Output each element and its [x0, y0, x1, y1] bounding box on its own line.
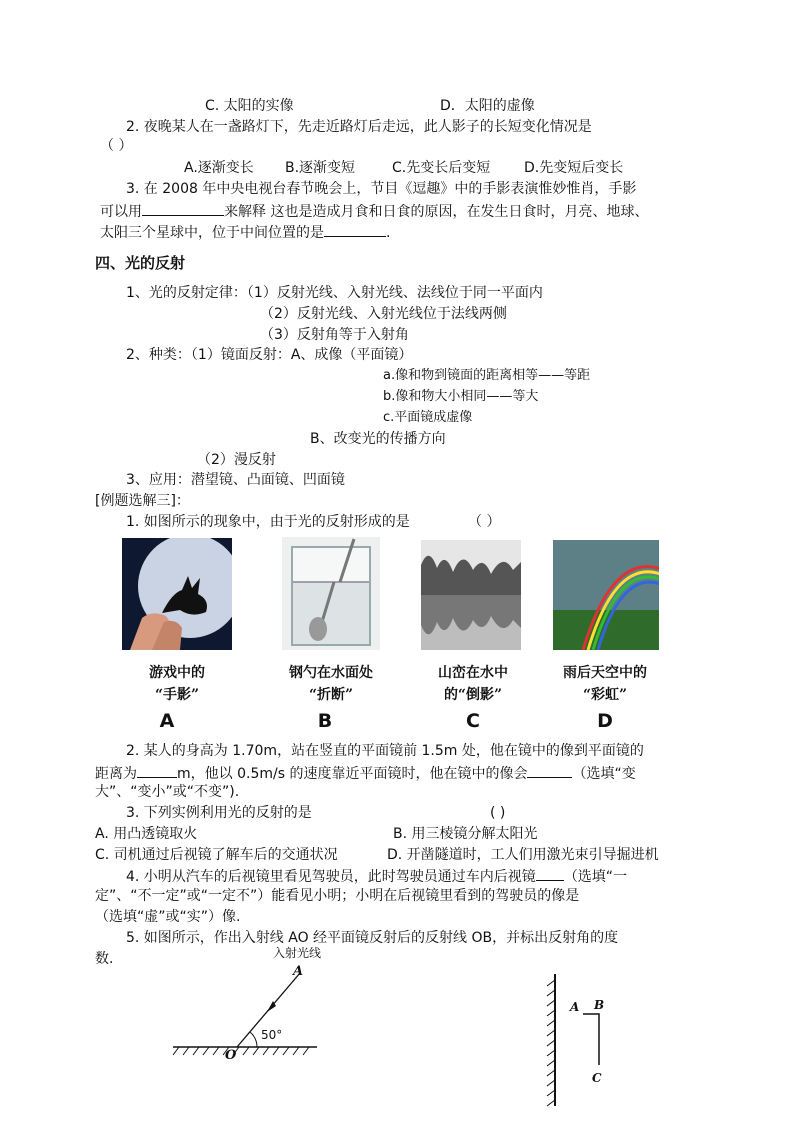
spoon-glass-drawing — [282, 537, 380, 650]
ex-question-2-line-1: 2. 某人的身高为 1.70m，站在竖直的平面镜前 1.5m 处，他在镜中的像到平面镜的 — [126, 743, 644, 759]
question-2: 2. 夜晚某人在一盏路灯下，先走近路灯后走远，此人影子的长短变化情况是 — [126, 119, 592, 135]
ex-question-5-line-2: 数. — [95, 951, 114, 967]
spoon-glass-image — [282, 537, 380, 650]
ex-question-2-line-2 — [95, 763, 636, 783]
rainbow-image — [553, 540, 659, 650]
option-c: C. 太阳的实像 — [205, 98, 294, 114]
caption-b-line-2: “折断” — [308, 687, 354, 703]
q3-option-d: D. 开凿隧道时，工人们用激光束引导掘进机 — [387, 847, 659, 863]
caption-c — [418, 662, 528, 706]
q4-text-b: （选填“一 — [563, 869, 628, 885]
angle-label: 50° — [261, 1028, 283, 1042]
answer-blank[interactable] — [324, 222, 386, 237]
ex-question-4-line-2: 定”、“不一定”或“一定不”）能看见小明；小明在后视镜里看到的驾驶员的像是 — [95, 888, 580, 904]
caption-b — [276, 662, 386, 706]
hand-shadow-drawing — [122, 538, 232, 650]
caption-a-line-2: “手影” — [154, 687, 200, 703]
applications: 3、应用：潜望镜、凸面镜、凹面镜 — [126, 472, 345, 488]
ex-question-4-line-1 — [126, 866, 627, 886]
kind-B: B、改变光的传播方向 — [310, 431, 446, 447]
point-a-label: A — [293, 964, 304, 979]
point-o-label: O — [225, 1048, 237, 1060]
example-heading: [例题选解三]： — [95, 493, 190, 509]
caption-d-line-1: 雨后天空中的 — [563, 665, 647, 681]
kind-b: b.像和物大小相同——等大 — [383, 389, 539, 404]
question-3-line-3 — [100, 222, 390, 242]
ray-label: 入射光线 — [273, 946, 322, 960]
ex-question-3: 3. 下列实例利用光的反射的是 — [126, 805, 312, 821]
q3-text-a: 可以用 — [100, 204, 142, 220]
q2-option-a: A.逐渐变长 — [184, 160, 254, 176]
q2-option-d: D.先变短后变长 — [524, 160, 624, 176]
q2-text-b: m，他以 0.5m/s 的速度靠近平面镜时，他在镜中的像会 — [177, 766, 528, 782]
point-a-label: A — [570, 1000, 580, 1014]
ex-question-3-paren: ( ) — [490, 805, 506, 821]
question-2-paren: （ ） — [100, 138, 133, 154]
answer-blank[interactable] — [137, 763, 177, 778]
q3-text-b: 来解释 这也是造成月食和日食的原因，在发生日食时，月亮、地球、 — [224, 204, 649, 220]
ex-question-2-line-3: 大”、“变小”或“不变”). — [95, 784, 240, 800]
kind-c: c.平面镜成虚像 — [383, 410, 473, 425]
ex-question-5-line-1: 5. 如图所示，作出入射线 AO 经平面镜反射后的反射线 OB，并标出反射角的度 — [126, 930, 619, 946]
q3-option-b: B. 用三棱镜分解太阳光 — [393, 826, 538, 842]
caption-c-line-2: 的“倒影” — [443, 687, 503, 703]
point-b-label: B — [594, 998, 605, 1012]
q2-option-b: B.逐渐变短 — [285, 160, 356, 176]
caption-d — [550, 662, 660, 706]
section-title: 四、光的反射 — [95, 254, 186, 272]
hand-shadow-image — [122, 538, 232, 650]
reflection-law-3: （3）反射角等于入射角 — [260, 327, 409, 343]
q2-text-a: 距离为 — [95, 766, 137, 782]
option-letter-b: B — [317, 710, 333, 732]
answer-blank[interactable] — [142, 201, 224, 216]
question-3-line-2 — [100, 201, 648, 221]
kind-diffuse: （2）漫反射 — [197, 452, 276, 468]
q4-text-a: 4. 小明从汽车的后视镜里看见驾驶员，此时驾驶员通过车内后视镜 — [126, 869, 536, 885]
option-d: D．太阳的虚像 — [440, 98, 535, 114]
reflection-law-2: （2）反射光线、入射光线位于法线两侧 — [260, 306, 507, 322]
q3-text-end: . — [386, 225, 391, 241]
vertical-mirror-diagram — [535, 970, 615, 1110]
mountain-reflection-drawing — [421, 540, 521, 650]
q3-option-a: A. 用凸透镜取火 — [95, 826, 198, 842]
answer-blank[interactable] — [536, 866, 564, 881]
q2-text-c: （选填“变 — [572, 766, 636, 782]
incident-ray-diagram — [165, 945, 335, 1060]
answer-blank[interactable] — [527, 763, 572, 778]
question-3-line-1: 3. 在 2008 年中央电视台春节晚会上，节目《逗趣》中的手影表演惟妙惟肖，手影 — [126, 181, 637, 197]
caption-d-line-2: “彩虹” — [582, 687, 628, 703]
q3-text-c: 太阳三个星球中，位于中间位置的是 — [100, 225, 324, 241]
caption-a-line-1: 游戏中的 — [149, 665, 205, 681]
q3-option-c: C. 司机通过后视镜了解车后的交通状况 — [95, 847, 338, 863]
mountain-reflection-image — [421, 540, 521, 650]
kind-a: a.像和物到镜面的距离相等——等距 — [383, 368, 591, 383]
option-letter-d: D — [597, 710, 613, 732]
reflection-law-1: 1、光的反射定律：（1）反射光线、入射光线、法线位于同一平面内 — [126, 285, 543, 301]
caption-c-line-1: 山峦在水中 — [438, 665, 508, 681]
reflection-kinds: 2、种类：（1）镜面反射：A、成像（平面镜） — [126, 347, 413, 363]
example-question-1-paren: （ ） — [468, 514, 501, 530]
rainbow-drawing — [553, 540, 659, 650]
option-letter-c: C — [466, 710, 480, 732]
ex-question-4-line-3: （选填“虚”或“实”）像. — [95, 909, 241, 925]
option-letter-a: A — [159, 710, 175, 732]
caption-a — [122, 662, 232, 706]
q2-option-c: C.先变长后变短 — [392, 160, 491, 176]
point-c-label: C — [592, 1071, 602, 1085]
example-question-1: 1. 如图所示的现象中，由于光的反射形成的是 — [126, 514, 410, 530]
caption-b-line-1: 钢勺在水面处 — [289, 665, 373, 681]
